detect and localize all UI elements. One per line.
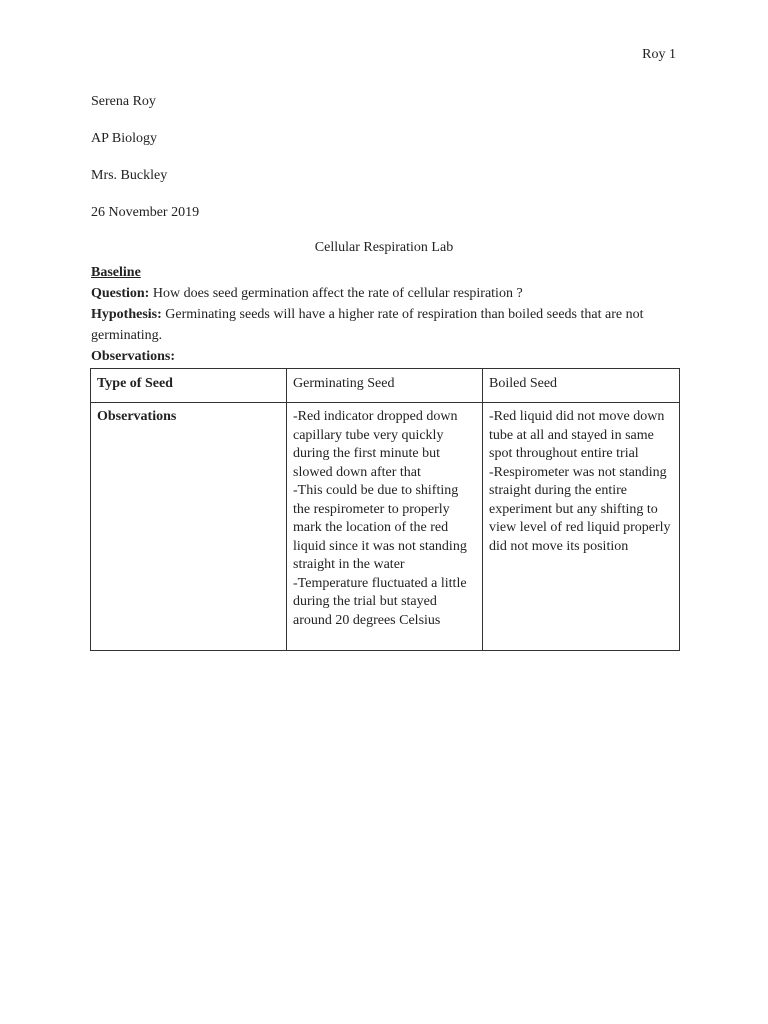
question-label: Question:: [91, 286, 150, 301]
boiled-observation: -Red liquid did not move down tube at all and stayed in same spot throughout entire trial: [489, 409, 665, 461]
table-header-row: [91, 369, 680, 403]
section-heading: Baseline: [91, 265, 141, 280]
page-header: Roy 1: [642, 47, 676, 62]
row-label-cell: Observations: [91, 403, 287, 651]
germinating-observation: -Red indicator dropped down capillary tube very quickly during the first minute but slowed down after that: [293, 409, 458, 480]
course-name: AP Biology: [91, 131, 157, 146]
hypothesis-paragraph: [91, 304, 681, 346]
question-text: How does seed germination affect the rate of cellular respiration ?: [149, 286, 523, 301]
table-row: [91, 403, 680, 651]
document-title: Cellular Respiration Lab: [314, 240, 454, 255]
boiled-observation: -Respirometer was not standing straight during the entire experiment but any shifting to view level of red liquid properly did not move its position: [489, 464, 671, 554]
table-header-cell: Germinating Seed: [287, 369, 483, 403]
table-header-cell: Type of Seed: [91, 369, 287, 403]
document-date: 26 November 2019: [91, 205, 200, 220]
germinating-observation: -Temperature fluctuated a little during the trial but stayed around 20 degrees Celsius: [293, 575, 467, 628]
hypothesis-text: Germinating seeds will have a higher rate of respiration than boiled seeds that are not germinating.: [91, 307, 644, 343]
question-paragraph: [91, 283, 681, 304]
observations-label: Observations:: [91, 349, 175, 364]
student-name: Serena Roy: [91, 94, 156, 109]
germinating-cell: [287, 403, 483, 651]
table-header-cell: Boiled Seed: [483, 369, 680, 403]
germinating-observation: -This could be due to shifting the respirometer to properly mark the location of the red liquid since it was not standing straight in the water: [293, 483, 467, 572]
observations-table: [90, 368, 680, 651]
hypothesis-label: Hypothesis:: [91, 307, 162, 322]
teacher-name: Mrs. Buckley: [91, 168, 168, 183]
boiled-cell: [483, 403, 680, 651]
